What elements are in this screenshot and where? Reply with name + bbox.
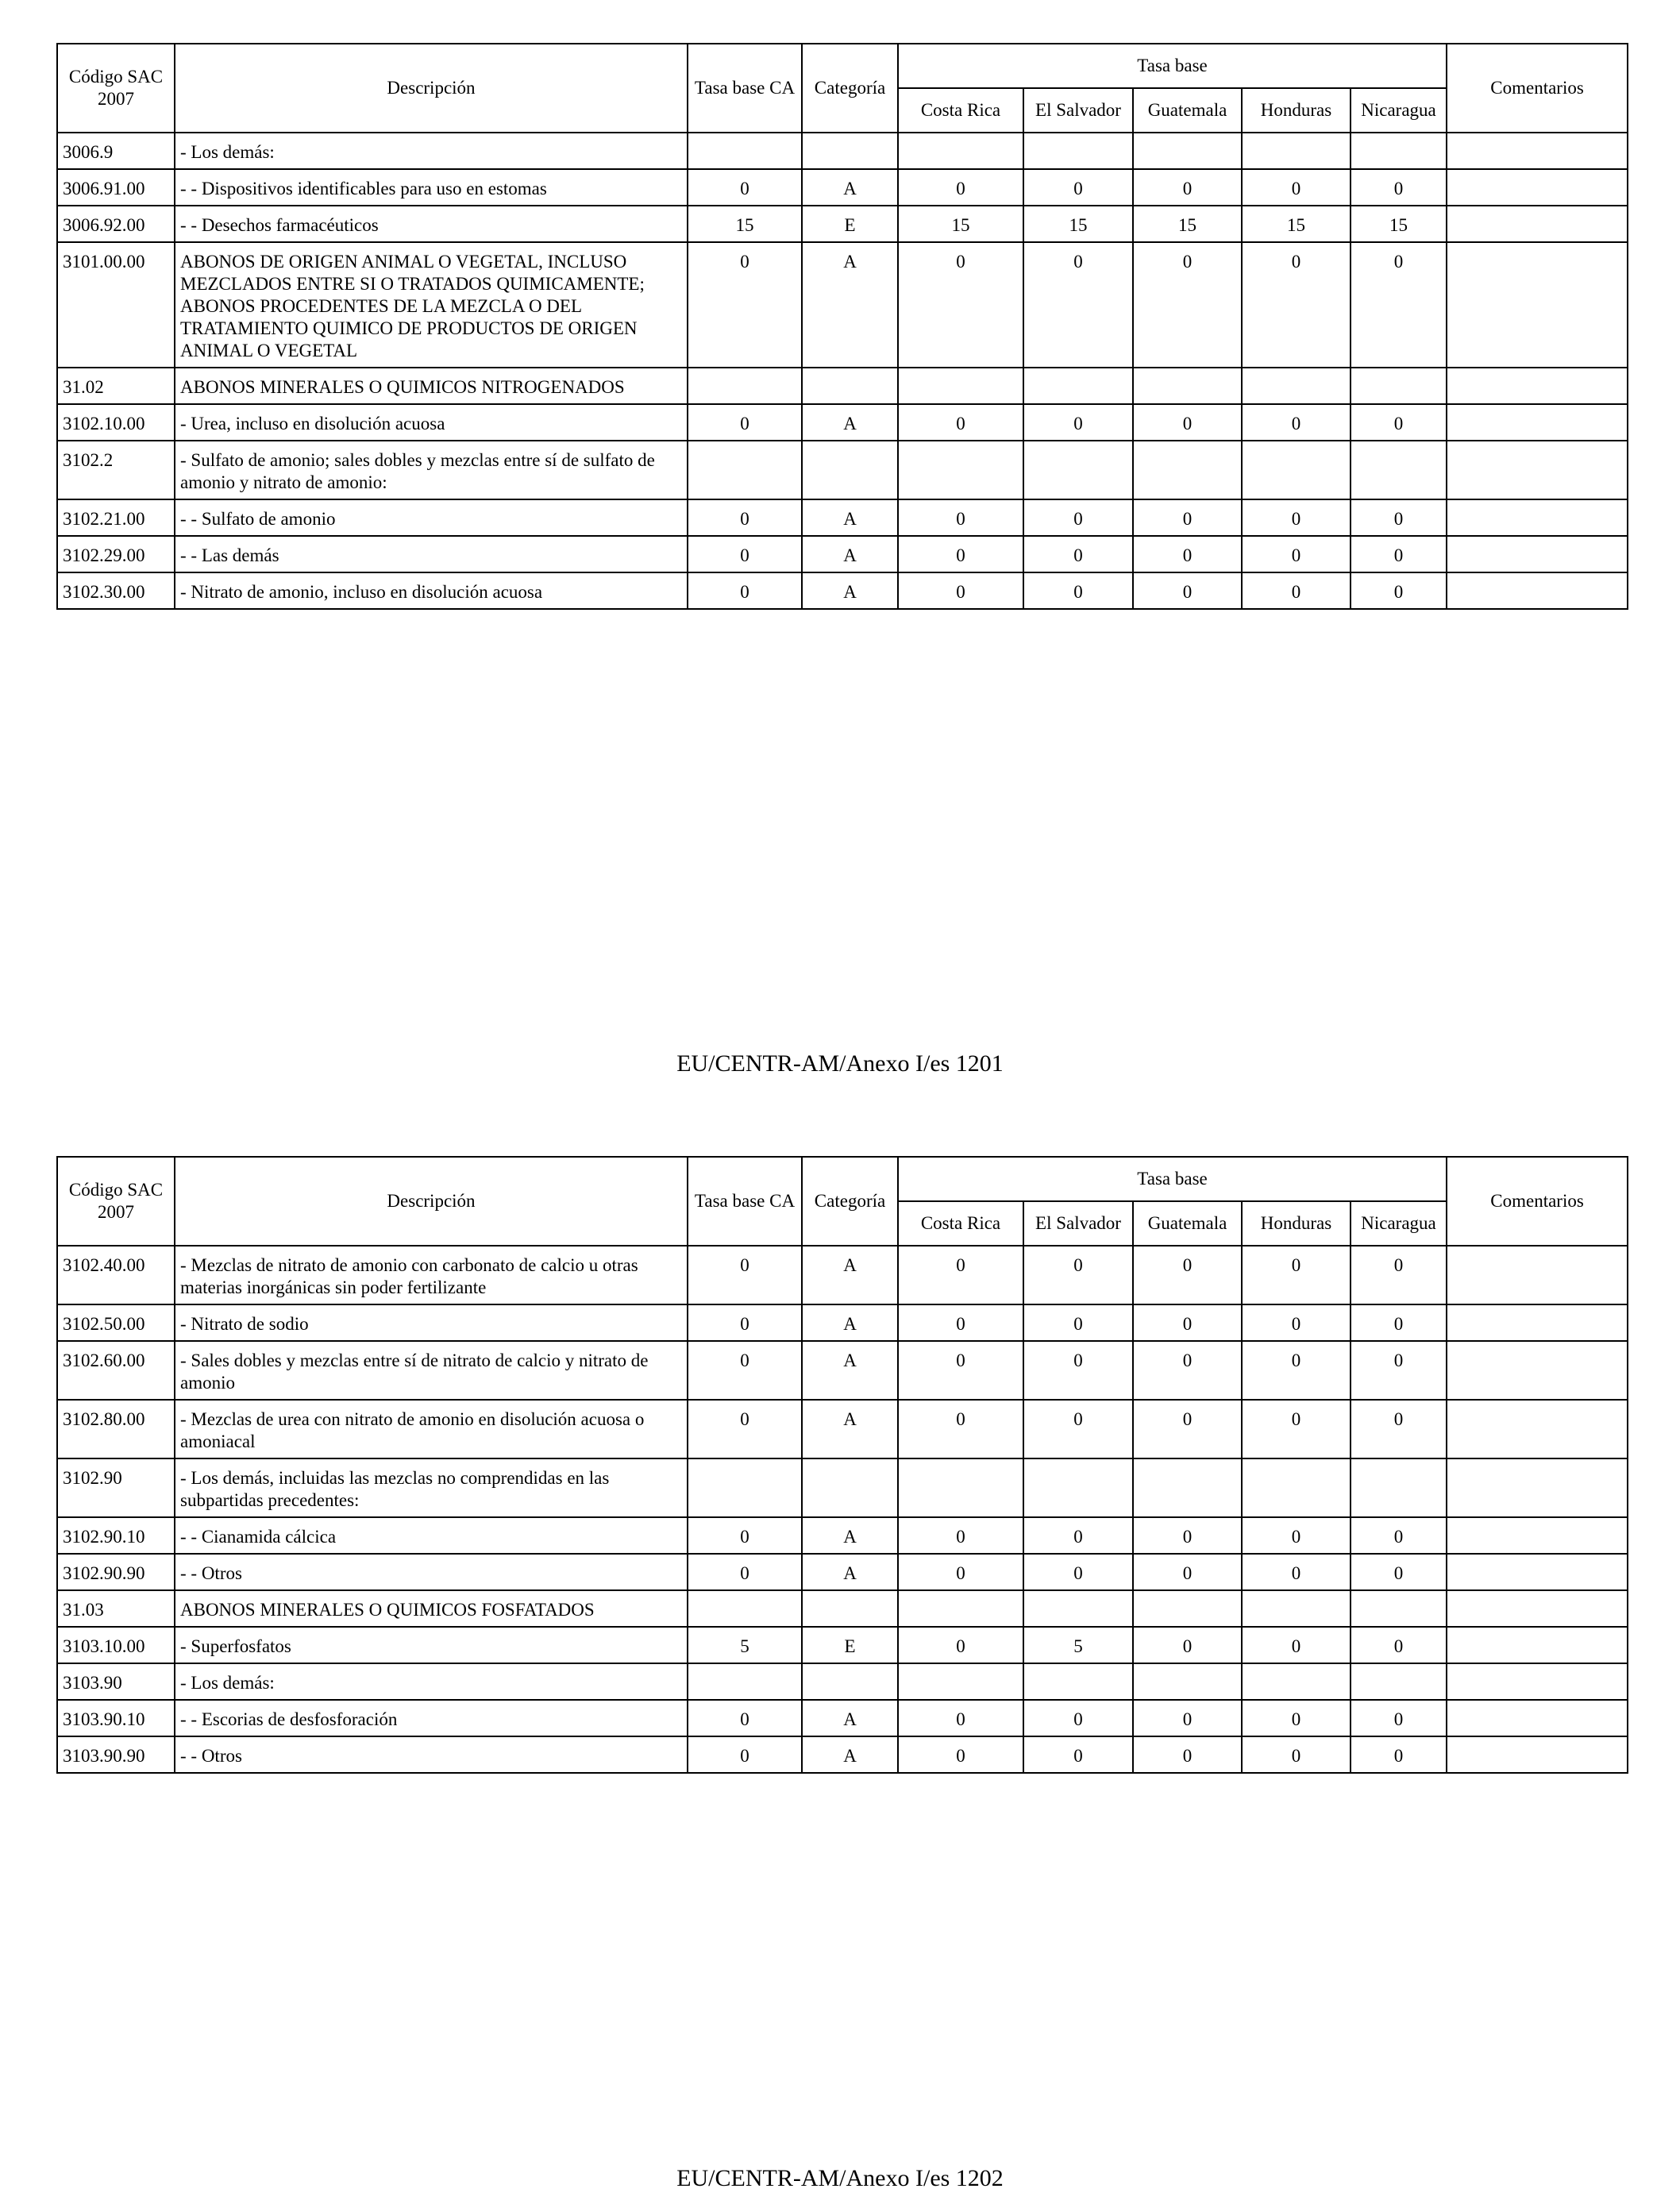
cell-description: - - Otros <box>175 1554 688 1590</box>
cell-guatemala: 0 <box>1133 1246 1242 1304</box>
cell-code: 3102.10.00 <box>57 404 175 441</box>
cell-base-rate-ca: 0 <box>688 242 802 368</box>
header-base-rate-ca: Tasa base CA <box>688 44 802 133</box>
cell-code: 3006.9 <box>57 133 175 169</box>
cell-code: 3006.91.00 <box>57 169 175 206</box>
cell-guatemala: 0 <box>1133 1700 1242 1736</box>
cell-base-rate-ca <box>688 1458 802 1517</box>
cell-honduras <box>1242 441 1351 499</box>
page-footer-1202: EU/CENTR-AM/Anexo I/es 1202 <box>676 2165 1004 2191</box>
cell-guatemala <box>1133 133 1242 169</box>
cell-code: 3102.80.00 <box>57 1400 175 1458</box>
tariff-table-1201 <box>56 43 1628 610</box>
cell-description: ABONOS MINERALES O QUIMICOS NITROGENADOS <box>175 368 688 404</box>
cell-description: - Sulfato de amonio; sales dobles y mezclas entre sí de sulfato de amonio y nitrato de amonio: <box>175 441 688 499</box>
cell-base-rate-ca: 0 <box>688 1517 802 1554</box>
cell-description: - Los demás, incluidas las mezclas no comprendidas en las subpartidas precedentes: <box>175 1458 688 1517</box>
cell-costa-rica: 0 <box>898 1517 1023 1554</box>
cell-description: - Sales dobles y mezclas entre sí de nitrato de calcio y nitrato de amonio <box>175 1341 688 1400</box>
header-base-rate-ca: Tasa base CA <box>688 1157 802 1246</box>
cell-comments <box>1447 1590 1628 1627</box>
cell-comments <box>1447 536 1628 572</box>
cell-category: A <box>802 1304 898 1341</box>
cell-description: - - Sulfato de amonio <box>175 499 688 536</box>
cell-el-salvador <box>1023 368 1133 404</box>
cell-category: E <box>802 1627 898 1663</box>
cell-nicaragua <box>1351 1458 1447 1517</box>
cell-comments <box>1447 1627 1628 1663</box>
header-guatemala: Guatemala <box>1133 88 1242 133</box>
table-row <box>57 1400 1628 1458</box>
cell-el-salvador: 0 <box>1023 169 1133 206</box>
cell-honduras: 0 <box>1242 404 1351 441</box>
cell-comments <box>1447 1554 1628 1590</box>
cell-nicaragua: 0 <box>1351 1736 1447 1773</box>
cell-guatemala: 0 <box>1133 1554 1242 1590</box>
cell-el-salvador <box>1023 1458 1133 1517</box>
cell-el-salvador: 0 <box>1023 1517 1133 1554</box>
cell-costa-rica <box>898 1663 1023 1700</box>
cell-el-salvador: 15 <box>1023 206 1133 242</box>
cell-base-rate-ca: 0 <box>688 1700 802 1736</box>
cell-category <box>802 1590 898 1627</box>
cell-code: 3103.10.00 <box>57 1627 175 1663</box>
cell-guatemala: 0 <box>1133 572 1242 609</box>
cell-nicaragua: 0 <box>1351 1627 1447 1663</box>
cell-honduras: 0 <box>1242 242 1351 368</box>
cell-code: 3006.92.00 <box>57 206 175 242</box>
cell-description: - Nitrato de sodio <box>175 1304 688 1341</box>
cell-el-salvador <box>1023 441 1133 499</box>
cell-el-salvador: 0 <box>1023 1700 1133 1736</box>
cell-el-salvador: 0 <box>1023 404 1133 441</box>
table-row <box>57 441 1628 499</box>
cell-nicaragua: 0 <box>1351 1304 1447 1341</box>
cell-honduras: 0 <box>1242 1304 1351 1341</box>
cell-comments <box>1447 1458 1628 1517</box>
cell-honduras: 0 <box>1242 1627 1351 1663</box>
table-row <box>57 1700 1628 1736</box>
cell-guatemala: 0 <box>1133 1341 1242 1400</box>
cell-category: A <box>802 1736 898 1773</box>
cell-code: 3102.50.00 <box>57 1304 175 1341</box>
cell-base-rate-ca <box>688 133 802 169</box>
cell-guatemala: 0 <box>1133 404 1242 441</box>
cell-guatemala: 0 <box>1133 1304 1242 1341</box>
cell-base-rate-ca: 0 <box>688 404 802 441</box>
cell-honduras: 0 <box>1242 1554 1351 1590</box>
cell-costa-rica: 0 <box>898 1736 1023 1773</box>
table-row <box>57 1517 1628 1554</box>
cell-description: - Superfosfatos <box>175 1627 688 1663</box>
cell-el-salvador: 0 <box>1023 1400 1133 1458</box>
table-row <box>57 1663 1628 1700</box>
header-code: Código SAC 2007 <box>57 44 175 133</box>
cell-base-rate-ca <box>688 368 802 404</box>
cell-el-salvador: 0 <box>1023 1736 1133 1773</box>
cell-comments <box>1447 133 1628 169</box>
cell-nicaragua: 0 <box>1351 1246 1447 1304</box>
cell-guatemala: 0 <box>1133 242 1242 368</box>
cell-honduras: 0 <box>1242 499 1351 536</box>
cell-costa-rica: 0 <box>898 572 1023 609</box>
table-row <box>57 169 1628 206</box>
cell-description: ABONOS MINERALES O QUIMICOS FOSFATADOS <box>175 1590 688 1627</box>
cell-category: A <box>802 1400 898 1458</box>
cell-base-rate-ca: 15 <box>688 206 802 242</box>
cell-guatemala: 0 <box>1133 536 1242 572</box>
cell-base-rate-ca: 0 <box>688 1341 802 1400</box>
table-row <box>57 1458 1628 1517</box>
cell-costa-rica: 0 <box>898 1400 1023 1458</box>
cell-nicaragua: 0 <box>1351 536 1447 572</box>
cell-description: - - Cianamida cálcica <box>175 1517 688 1554</box>
cell-guatemala <box>1133 1458 1242 1517</box>
cell-category: A <box>802 1246 898 1304</box>
cell-code: 3103.90.90 <box>57 1736 175 1773</box>
cell-description: - Mezclas de urea con nitrato de amonio en disolución acuosa o amoniacal <box>175 1400 688 1458</box>
cell-code: 31.02 <box>57 368 175 404</box>
table-row <box>57 368 1628 404</box>
cell-honduras: 0 <box>1242 1246 1351 1304</box>
cell-honduras: 0 <box>1242 1341 1351 1400</box>
table-row <box>57 536 1628 572</box>
cell-comments <box>1447 404 1628 441</box>
cell-comments <box>1447 1736 1628 1773</box>
cell-description: - Nitrato de amonio, incluso en disolución acuosa <box>175 572 688 609</box>
cell-costa-rica <box>898 133 1023 169</box>
cell-comments <box>1447 1400 1628 1458</box>
cell-category <box>802 1458 898 1517</box>
cell-guatemala: 0 <box>1133 1400 1242 1458</box>
cell-base-rate-ca: 0 <box>688 1400 802 1458</box>
cell-code: 3102.90.90 <box>57 1554 175 1590</box>
cell-nicaragua <box>1351 1590 1447 1627</box>
cell-nicaragua: 0 <box>1351 1700 1447 1736</box>
cell-category: A <box>802 404 898 441</box>
cell-comments <box>1447 1341 1628 1400</box>
cell-comments <box>1447 1700 1628 1736</box>
header-base-rate: Tasa base <box>898 44 1447 88</box>
cell-costa-rica: 0 <box>898 1627 1023 1663</box>
cell-guatemala <box>1133 1663 1242 1700</box>
cell-honduras: 0 <box>1242 572 1351 609</box>
cell-base-rate-ca: 0 <box>688 1304 802 1341</box>
table-row <box>57 404 1628 441</box>
cell-comments <box>1447 499 1628 536</box>
cell-nicaragua: 15 <box>1351 206 1447 242</box>
cell-code: 3102.90.10 <box>57 1517 175 1554</box>
table-row <box>57 1341 1628 1400</box>
cell-guatemala <box>1133 1590 1242 1627</box>
header-base-rate: Tasa base <box>898 1157 1447 1201</box>
cell-code: 3102.21.00 <box>57 499 175 536</box>
cell-costa-rica: 0 <box>898 1246 1023 1304</box>
cell-nicaragua <box>1351 441 1447 499</box>
table-row <box>57 133 1628 169</box>
cell-nicaragua: 0 <box>1351 1517 1447 1554</box>
header-el-salvador: El Salvador <box>1023 88 1133 133</box>
cell-honduras: 0 <box>1242 1736 1351 1773</box>
tariff-table-1202 <box>56 1156 1628 1774</box>
cell-el-salvador: 0 <box>1023 499 1133 536</box>
cell-honduras <box>1242 1458 1351 1517</box>
cell-comments <box>1447 441 1628 499</box>
cell-comments <box>1447 1246 1628 1304</box>
cell-category: E <box>802 206 898 242</box>
cell-el-salvador <box>1023 1663 1133 1700</box>
cell-el-salvador: 0 <box>1023 536 1133 572</box>
cell-code: 31.03 <box>57 1590 175 1627</box>
cell-category: A <box>802 1700 898 1736</box>
cell-description: - Los demás: <box>175 1663 688 1700</box>
cell-base-rate-ca <box>688 1663 802 1700</box>
cell-category: A <box>802 1554 898 1590</box>
table-row <box>57 1627 1628 1663</box>
cell-nicaragua <box>1351 133 1447 169</box>
cell-el-salvador: 0 <box>1023 572 1133 609</box>
cell-code: 3102.30.00 <box>57 572 175 609</box>
cell-category <box>802 368 898 404</box>
table-row <box>57 242 1628 368</box>
cell-costa-rica: 0 <box>898 1554 1023 1590</box>
cell-honduras: 0 <box>1242 1400 1351 1458</box>
cell-code: 3103.90.10 <box>57 1700 175 1736</box>
table-row <box>57 206 1628 242</box>
cell-description: - Urea, incluso en disolución acuosa <box>175 404 688 441</box>
table-row <box>57 499 1628 536</box>
cell-base-rate-ca: 0 <box>688 536 802 572</box>
cell-description: - - Otros <box>175 1736 688 1773</box>
header-nicaragua: Nicaragua <box>1351 88 1447 133</box>
cell-code: 3101.00.00 <box>57 242 175 368</box>
header-nicaragua: Nicaragua <box>1351 1201 1447 1246</box>
cell-guatemala <box>1133 441 1242 499</box>
cell-category: A <box>802 536 898 572</box>
cell-category: A <box>802 242 898 368</box>
cell-base-rate-ca: 5 <box>688 1627 802 1663</box>
cell-nicaragua: 0 <box>1351 242 1447 368</box>
cell-base-rate-ca: 0 <box>688 1554 802 1590</box>
cell-nicaragua: 0 <box>1351 1554 1447 1590</box>
header-description: Descripción <box>175 1157 688 1246</box>
cell-base-rate-ca: 0 <box>688 572 802 609</box>
cell-guatemala: 0 <box>1133 1517 1242 1554</box>
cell-costa-rica: 0 <box>898 1304 1023 1341</box>
cell-costa-rica: 0 <box>898 1341 1023 1400</box>
cell-category: A <box>802 1517 898 1554</box>
cell-costa-rica: 0 <box>898 169 1023 206</box>
header-honduras: Honduras <box>1242 1201 1351 1246</box>
cell-comments <box>1447 368 1628 404</box>
cell-honduras <box>1242 1590 1351 1627</box>
header-category: Categoría <box>802 44 898 133</box>
cell-el-salvador: 0 <box>1023 1554 1133 1590</box>
cell-code: 3102.29.00 <box>57 536 175 572</box>
cell-nicaragua: 0 <box>1351 169 1447 206</box>
cell-honduras: 15 <box>1242 206 1351 242</box>
cell-comments <box>1447 1663 1628 1700</box>
cell-guatemala: 0 <box>1133 499 1242 536</box>
table-row <box>57 1590 1628 1627</box>
cell-comments <box>1447 242 1628 368</box>
cell-description: - - Las demás <box>175 536 688 572</box>
cell-description: - Mezclas de nitrato de amonio con carbonato de calcio u otras materias inorgánicas sin poder fertilizante <box>175 1246 688 1304</box>
cell-category: A <box>802 572 898 609</box>
table-row <box>57 1304 1628 1341</box>
cell-base-rate-ca: 0 <box>688 1736 802 1773</box>
cell-honduras: 0 <box>1242 169 1351 206</box>
cell-el-salvador: 0 <box>1023 1341 1133 1400</box>
cell-costa-rica: 15 <box>898 206 1023 242</box>
cell-code: 3102.90 <box>57 1458 175 1517</box>
cell-category <box>802 441 898 499</box>
cell-costa-rica <box>898 1458 1023 1517</box>
header-comments: Comentarios <box>1447 44 1628 133</box>
cell-costa-rica <box>898 441 1023 499</box>
cell-comments <box>1447 169 1628 206</box>
cell-costa-rica: 0 <box>898 536 1023 572</box>
cell-honduras <box>1242 1663 1351 1700</box>
cell-comments <box>1447 1304 1628 1341</box>
cell-el-salvador: 0 <box>1023 1304 1133 1341</box>
cell-description: - - Dispositivos identificables para uso en estomas <box>175 169 688 206</box>
cell-nicaragua: 0 <box>1351 1400 1447 1458</box>
cell-honduras: 0 <box>1242 536 1351 572</box>
cell-guatemala: 0 <box>1133 169 1242 206</box>
cell-code: 3102.60.00 <box>57 1341 175 1400</box>
header-el-salvador: El Salvador <box>1023 1201 1133 1246</box>
cell-nicaragua: 0 <box>1351 1341 1447 1400</box>
header-comments: Comentarios <box>1447 1157 1628 1246</box>
cell-honduras: 0 <box>1242 1700 1351 1736</box>
cell-honduras <box>1242 133 1351 169</box>
cell-base-rate-ca: 0 <box>688 499 802 536</box>
header-guatemala: Guatemala <box>1133 1201 1242 1246</box>
cell-el-salvador <box>1023 1590 1133 1627</box>
cell-costa-rica: 0 <box>898 499 1023 536</box>
cell-comments <box>1447 572 1628 609</box>
cell-costa-rica <box>898 368 1023 404</box>
cell-base-rate-ca <box>688 1590 802 1627</box>
cell-el-salvador: 0 <box>1023 242 1133 368</box>
table-row <box>57 1246 1628 1304</box>
header-honduras: Honduras <box>1242 88 1351 133</box>
cell-costa-rica <box>898 1590 1023 1627</box>
cell-nicaragua: 0 <box>1351 404 1447 441</box>
table-row <box>57 572 1628 609</box>
cell-nicaragua: 0 <box>1351 499 1447 536</box>
header-costa-rica: Costa Rica <box>898 1201 1023 1246</box>
header-costa-rica: Costa Rica <box>898 88 1023 133</box>
cell-comments <box>1447 1517 1628 1554</box>
cell-nicaragua <box>1351 1663 1447 1700</box>
header-category: Categoría <box>802 1157 898 1246</box>
cell-base-rate-ca <box>688 441 802 499</box>
cell-nicaragua <box>1351 368 1447 404</box>
cell-el-salvador <box>1023 133 1133 169</box>
cell-guatemala: 0 <box>1133 1627 1242 1663</box>
cell-description: - - Desechos farmacéuticos <box>175 206 688 242</box>
cell-description: - Los demás: <box>175 133 688 169</box>
table-row <box>57 1736 1628 1773</box>
cell-category <box>802 1663 898 1700</box>
cell-code: 3102.2 <box>57 441 175 499</box>
cell-guatemala <box>1133 368 1242 404</box>
cell-category: A <box>802 1341 898 1400</box>
cell-base-rate-ca: 0 <box>688 169 802 206</box>
cell-comments <box>1447 206 1628 242</box>
cell-honduras: 0 <box>1242 1517 1351 1554</box>
table-row <box>57 1554 1628 1590</box>
cell-honduras <box>1242 368 1351 404</box>
cell-el-salvador: 0 <box>1023 1246 1133 1304</box>
cell-costa-rica: 0 <box>898 404 1023 441</box>
cell-el-salvador: 5 <box>1023 1627 1133 1663</box>
cell-guatemala: 0 <box>1133 1736 1242 1773</box>
cell-code: 3102.40.00 <box>57 1246 175 1304</box>
cell-nicaragua: 0 <box>1351 572 1447 609</box>
cell-category <box>802 133 898 169</box>
cell-category: A <box>802 169 898 206</box>
header-description: Descripción <box>175 44 688 133</box>
cell-costa-rica: 0 <box>898 242 1023 368</box>
page-footer-1201: EU/CENTR-AM/Anexo I/es 1201 <box>676 1050 1004 1077</box>
cell-code: 3103.90 <box>57 1663 175 1700</box>
cell-base-rate-ca: 0 <box>688 1246 802 1304</box>
cell-description: - - Escorias de desfosforación <box>175 1700 688 1736</box>
cell-description: ABONOS DE ORIGEN ANIMAL O VEGETAL, INCLUSO MEZCLADOS ENTRE SI O TRATADOS QUIMICAMENTE; ABONOS PROCEDENTES DE LA MEZCLA O DEL TRATAMIENTO QUIMICO DE PRODUCTOS DE ORIGEN ANIMAL O VEGETAL <box>175 242 688 368</box>
header-code: Código SAC 2007 <box>57 1157 175 1246</box>
cell-category: A <box>802 499 898 536</box>
cell-guatemala: 15 <box>1133 206 1242 242</box>
cell-costa-rica: 0 <box>898 1700 1023 1736</box>
